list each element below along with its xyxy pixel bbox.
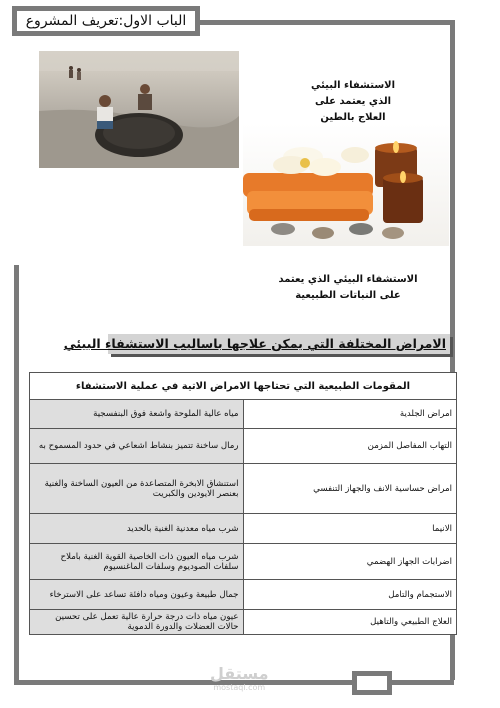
table-row [30,610,457,635]
condition-cell: العلاج الطبيعي والتاهيل [243,610,457,635]
plants-therapy-caption [268,256,428,304]
table-row [30,429,457,464]
watermark-name: مستقل [210,664,269,683]
table-header-row [30,373,457,400]
mud-therapy-caption [288,62,418,126]
mud-therapy-caption-text: الاستشفاء البيئي الذي يعتمد على العلاج بالطين [310,80,396,123]
frame-top-line [196,20,454,25]
treatment-cell: رمال ساخنة تتميز بنشاط اشعاعي في حدود المسموح به [30,429,244,464]
treatment-cell: عيون مياه ذات درجة حرارة عالية تعمل على تحسين حالات العضلات والدورة الدموية [30,610,244,635]
condition-cell: التهاب المفاصل المزمن [243,429,457,464]
watermark [210,664,269,692]
frame-left-line [14,265,19,685]
corner-box [352,671,392,695]
table-row [30,580,457,610]
treatment-cell: شرب مياه معدنية الغنية بالحديد [30,514,244,544]
treatment-cell: شرب مياه العيون ذات الخاصية القوية الغنية باملاح سلفات الصوديوم وسلفات الماغنسيوم [30,544,244,580]
plants-therapy-caption-text: الاستشفاء البيئي الذي يعتمد على النباتات الطبيعية [278,274,418,301]
condition-cell: امراض حساسية الانف والجهاز التنفسي [243,464,457,514]
condition-cell: الاستجمام والتامل [243,580,457,610]
treatment-cell: استنشاق الابخرة المتصاعدة من العيون الساخنة والغنية بعنصر الايودين والكبريت [30,464,244,514]
table-row [30,400,457,429]
chapter-title: الباب الاول:تعريف المشروع [25,13,187,29]
treatment-table [29,372,457,635]
table-row [30,514,457,544]
diseases-heading: الامراض المختلفة التي يمكن علاجها باساليب الاستشفاء البيئي [108,334,450,354]
condition-cell: امراض الجلدية [243,400,457,429]
treatment-cell: مياه عالية الملوحة واشعة فوق البنفسجية [30,400,244,429]
table-row [30,544,457,580]
condition-cell: اضرابات الجهاز الهضمي [243,544,457,580]
table-row [30,464,457,514]
table-header: المقومات الطبيعية التي تحتاجها الامراض الاتية في عملية الاستشفاء [30,373,457,400]
chapter-title-box [12,6,200,36]
mud-pit-photo [39,51,239,168]
treatment-cell: جمال طبيعة وعيون ومياه دافئة تساعد على الاسترخاء [30,580,244,610]
watermark-domain: mostaql.com [213,683,266,692]
condition-cell: الانيما [243,514,457,544]
spa-candles-photo [243,123,449,246]
